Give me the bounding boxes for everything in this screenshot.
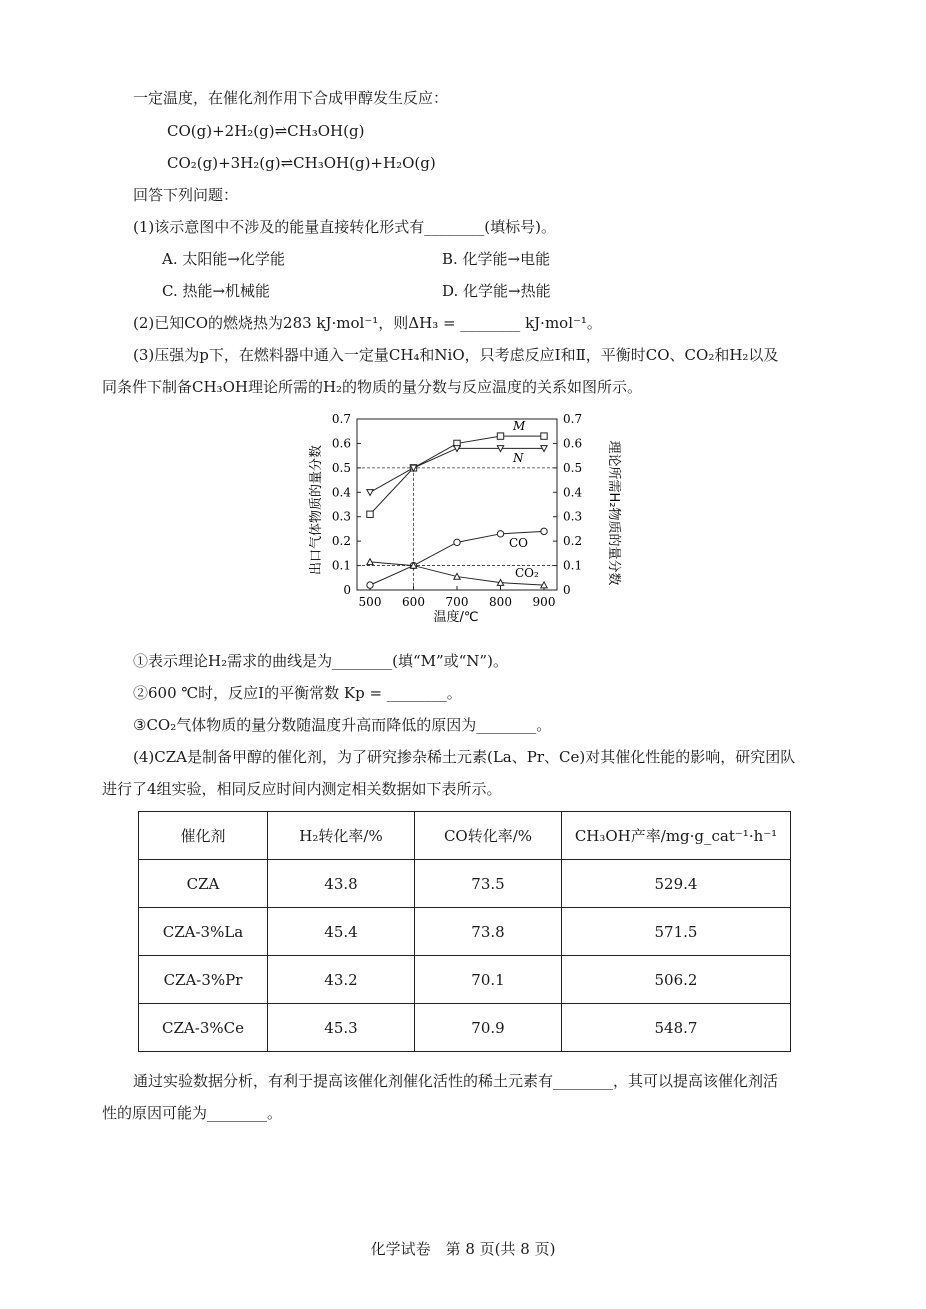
q1-option-c: C. 热能→机械能	[162, 282, 271, 300]
table-cell: 43.8	[268, 860, 415, 908]
y-tick-label-right: 0.3	[563, 509, 583, 524]
y-tick-label-left: 0.1	[331, 558, 351, 573]
y-tick-label-right: 0.5	[563, 460, 583, 475]
q4-conclusion-2: 性的原因可能为________。	[102, 1104, 283, 1122]
data-point-CO	[367, 582, 373, 588]
data-point-CO	[454, 539, 460, 545]
intro-text: 一定温度，在催化剂作用下合成甲醇发生反应：	[133, 89, 449, 107]
table-cell: 73.5	[415, 860, 562, 908]
table-header-row	[139, 812, 791, 860]
q2-text: (2)已知CO的燃烧热为283 kJ·mol⁻¹，则ΔH₃ = ________ kJ·mol⁻¹。	[133, 314, 602, 332]
y-tick-label-right: 0.2	[563, 534, 583, 549]
data-point-M	[541, 433, 547, 439]
table-cell: CZA-3%La	[139, 908, 268, 956]
data-point-M	[367, 511, 373, 517]
x-tick-label: 800	[489, 595, 512, 609]
table-row	[139, 956, 791, 1004]
prompt-text: 回答下列问题：	[133, 186, 239, 204]
q1-option-d: D. 化学能→热能	[442, 282, 551, 300]
table-cell: 45.4	[268, 908, 415, 956]
table-cell: 73.8	[415, 908, 562, 956]
reaction-1: CO(g)+2H₂(g)⇌CH₃OH(g)	[167, 122, 365, 140]
table-cell: 70.9	[415, 1004, 562, 1052]
table-cell: 529.4	[562, 860, 791, 908]
y-tick-label-left: 0.5	[331, 460, 351, 475]
x-tick-label: 500	[358, 595, 382, 609]
y-tick-label-left: 0.3	[331, 509, 351, 524]
y-tick-label-right: 0.7	[563, 412, 583, 426]
chart-xlabel: 温度/℃	[433, 610, 479, 625]
x-tick-label: 600	[402, 595, 425, 609]
q4-line-1: (4)CZA是制备甲醇的催化剂，为了研究掺杂稀土元素(La、Pr、Ce)对其催化性能的影响，研究团队	[133, 748, 796, 766]
page-footer: 化学试卷 第 8 页(共 8 页)	[370, 1240, 556, 1258]
table-row	[139, 860, 791, 908]
y-tick-label-right: 0.1	[563, 558, 583, 573]
series-label: CO₂	[515, 566, 539, 580]
table-cell: 43.2	[268, 956, 415, 1004]
y-tick-label-left: 0.2	[331, 534, 351, 549]
y-tick-label-right: 0.4	[563, 485, 583, 500]
x-tick-label: 700	[445, 595, 469, 609]
table-cell: CZA	[139, 860, 268, 908]
table-cell: CZA-3%Pr	[139, 956, 268, 1004]
y-tick-label-left: 0.4	[331, 485, 351, 500]
y-tick-label-right: 0	[563, 583, 571, 597]
y-tick-label-left: 0.6	[331, 436, 351, 451]
data-point-CO	[541, 528, 547, 534]
chart-ylabel-right: 理论所需H₂物质的量分数	[606, 440, 621, 586]
q1-text: (1)该示意图中不涉及的能量直接转化形式有________(填标号)。	[133, 218, 556, 236]
table-header: H₂转化率/%	[268, 812, 415, 860]
table-row	[139, 908, 791, 956]
q1-option-b: B. 化学能→电能	[442, 250, 551, 268]
data-point-N	[367, 490, 373, 496]
series-label: M	[513, 419, 526, 433]
q1-option-a: A. 太阳能→化学能	[162, 250, 285, 268]
table-header: 催化剂	[139, 812, 268, 860]
table-cell: 571.5	[562, 908, 791, 956]
temperature-fraction-chart	[300, 405, 630, 625]
table-cell: 45.3	[268, 1004, 415, 1052]
table-row	[139, 1004, 791, 1052]
reaction-2: CO₂(g)+3H₂(g)⇌CH₃OH(g)+H₂O(g)	[167, 154, 436, 172]
x-tick-label: 900	[532, 595, 556, 609]
table-header: CH₃OH产率/mg·g_cat⁻¹·h⁻¹	[562, 812, 791, 860]
q3-line-1: (3)压强为p下，在燃料器中通入一定量CH₄和NiO，只考虑反应Ⅰ和Ⅱ，平衡时CO、CO₂和H₂以及	[133, 346, 779, 364]
table-cell: 506.2	[562, 956, 791, 1004]
y-tick-label-left: 0.7	[331, 412, 351, 426]
q3-sub-1: ①表示理论H₂需求的曲线是为________(填“M”或“N”)。	[133, 652, 508, 670]
catalyst-table	[138, 811, 791, 1052]
table-cell: 70.1	[415, 956, 562, 1004]
data-point-CO	[497, 531, 503, 537]
q3-sub-3: ③CO₂气体物质的量分数随温度升高而降低的原因为________。	[133, 716, 552, 734]
series-label: N	[513, 451, 524, 465]
series-label: CO	[509, 536, 529, 550]
y-tick-label-right: 0.6	[563, 436, 583, 451]
table-cell: 548.7	[562, 1004, 791, 1052]
table-cell: CZA-3%Ce	[139, 1004, 268, 1052]
q3-line-2: 同条件下制备CH₃OH理论所需的H₂的物质的量分数与反应温度的关系如图所示。	[102, 378, 643, 396]
chart-ylabel-left: 出口气体物质的量分数	[309, 444, 324, 576]
table-header: CO转化率/%	[415, 812, 562, 860]
q3-sub-2: ②600 ℃时，反应Ⅰ的平衡常数 Kp = ________。	[133, 684, 462, 702]
y-tick-label-left: 0	[343, 583, 351, 597]
q4-conclusion-1: 通过实验数据分析，有利于提高该催化剂催化活性的稀土元素有________，其可以提高该催化剂活	[133, 1072, 779, 1090]
q4-line-2: 进行了4组实验，相同反应时间内测定相关数据如下表所示。	[102, 780, 502, 798]
data-point-M	[497, 433, 503, 439]
